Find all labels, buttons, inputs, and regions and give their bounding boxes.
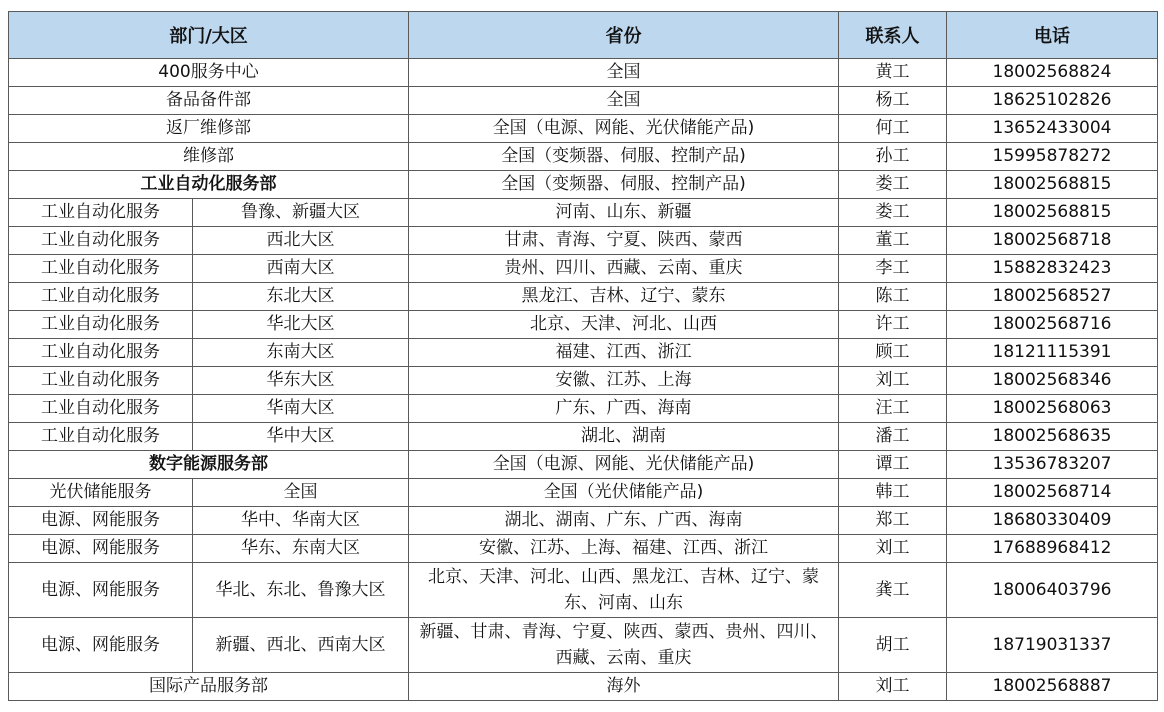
region-cell: 华南大区 (193, 395, 409, 423)
dept-cell: 400服务中心 (9, 59, 409, 87)
province-cell: 黑龙江、吉林、辽宁、蒙东 (409, 283, 839, 311)
province-cell: 海外 (409, 673, 839, 701)
phone-cell: 18002568063 (947, 395, 1158, 423)
contact-cell: 谭工 (839, 451, 947, 479)
province-cell: 广东、广西、海南 (409, 395, 839, 423)
service-cell: 电源、网能服务 (9, 535, 193, 563)
service-cell: 电源、网能服务 (9, 618, 193, 673)
province-cell: 北京、天津、河北、山西、黑龙江、吉林、辽宁、蒙东、河南、山东 (409, 563, 839, 618)
province-cell: 全国（变频器、伺服、控制产品) (409, 171, 839, 199)
contact-cell: 董工 (839, 227, 947, 255)
service-cell: 工业自动化服务 (9, 367, 193, 395)
dept-cell: 工业自动化服务部 (9, 171, 409, 199)
table-row (9, 395, 1158, 423)
phone-cell: 13536783207 (947, 451, 1158, 479)
header-dept: 部门/大区 (9, 12, 409, 59)
region-cell: 华中、华南大区 (193, 507, 409, 535)
phone-cell: 15882832423 (947, 255, 1158, 283)
service-cell: 工业自动化服务 (9, 199, 193, 227)
phone-cell: 18680330409 (947, 507, 1158, 535)
table-row (9, 311, 1158, 339)
table-row (9, 423, 1158, 451)
contact-cell: 娄工 (839, 199, 947, 227)
province-cell: 全国（电源、网能、光伏储能产品) (409, 115, 839, 143)
phone-cell: 18719031337 (947, 618, 1158, 673)
province-cell: 湖北、湖南 (409, 423, 839, 451)
service-cell: 工业自动化服务 (9, 227, 193, 255)
province-cell: 北京、天津、河北、山西 (409, 311, 839, 339)
phone-cell: 18625102826 (947, 87, 1158, 115)
service-cell: 工业自动化服务 (9, 395, 193, 423)
phone-cell: 18002568716 (947, 311, 1158, 339)
province-cell: 贵州、四川、西藏、云南、重庆 (409, 255, 839, 283)
region-cell: 西北大区 (193, 227, 409, 255)
contact-cell: 韩工 (839, 479, 947, 507)
dept-cell: 维修部 (9, 143, 409, 171)
province-cell: 全国（光伏储能产品) (409, 479, 839, 507)
region-cell: 华东、东南大区 (193, 535, 409, 563)
contact-cell: 郑工 (839, 507, 947, 535)
phone-cell: 18002568346 (947, 367, 1158, 395)
phone-cell: 18002568815 (947, 199, 1158, 227)
dept-cell: 备品备件部 (9, 87, 409, 115)
contact-cell: 娄工 (839, 171, 947, 199)
service-cell: 电源、网能服务 (9, 507, 193, 535)
province-cell: 湖北、湖南、广东、广西、海南 (409, 507, 839, 535)
table-row (9, 339, 1158, 367)
dept-cell: 返厂维修部 (9, 115, 409, 143)
contact-cell: 刘工 (839, 673, 947, 701)
province-cell: 全国 (409, 59, 839, 87)
contact-cell: 刘工 (839, 535, 947, 563)
contact-cell: 孙工 (839, 143, 947, 171)
table-header-row (9, 12, 1158, 59)
region-cell: 华东大区 (193, 367, 409, 395)
region-cell: 华北、东北、鲁豫大区 (193, 563, 409, 618)
phone-cell: 18002568887 (947, 673, 1158, 701)
table-row (9, 59, 1158, 87)
contact-cell: 龚工 (839, 563, 947, 618)
table-row (9, 87, 1158, 115)
service-cell: 工业自动化服务 (9, 339, 193, 367)
contact-cell: 黄工 (839, 59, 947, 87)
region-cell: 鲁豫、新疆大区 (193, 199, 409, 227)
phone-cell: 17688968412 (947, 535, 1158, 563)
contact-cell: 顾工 (839, 339, 947, 367)
contact-cell: 杨工 (839, 87, 947, 115)
table-row (9, 255, 1158, 283)
province-cell: 全国（变频器、伺服、控制产品) (409, 143, 839, 171)
service-contact-table (8, 11, 1158, 701)
table-row (9, 479, 1158, 507)
phone-cell: 18002568527 (947, 283, 1158, 311)
phone-cell: 18121115391 (947, 339, 1158, 367)
table-row (9, 563, 1158, 618)
province-cell: 福建、江西、浙江 (409, 339, 839, 367)
province-cell: 全国（电源、网能、光伏储能产品) (409, 451, 839, 479)
table-row (9, 507, 1158, 535)
province-cell: 甘肃、青海、宁夏、陕西、蒙西 (409, 227, 839, 255)
phone-cell: 18002568714 (947, 479, 1158, 507)
province-cell: 新疆、甘肃、青海、宁夏、陕西、蒙西、贵州、四川、西藏、云南、重庆 (409, 618, 839, 673)
table-row (9, 673, 1158, 701)
province-cell: 全国 (409, 87, 839, 115)
phone-cell: 18002568718 (947, 227, 1158, 255)
province-cell: 河南、山东、新疆 (409, 199, 839, 227)
region-cell: 西南大区 (193, 255, 409, 283)
contact-cell: 潘工 (839, 423, 947, 451)
table-row-section (9, 171, 1158, 199)
phone-cell: 18002568635 (947, 423, 1158, 451)
region-cell: 新疆、西北、西南大区 (193, 618, 409, 673)
table-row (9, 283, 1158, 311)
table-row (9, 367, 1158, 395)
region-cell: 全国 (193, 479, 409, 507)
table-row (9, 227, 1158, 255)
table-row (9, 115, 1158, 143)
phone-cell: 18002568815 (947, 171, 1158, 199)
table-row (9, 535, 1158, 563)
table-row-section (9, 451, 1158, 479)
region-cell: 华中大区 (193, 423, 409, 451)
contact-cell: 胡工 (839, 618, 947, 673)
contact-cell: 刘工 (839, 367, 947, 395)
contact-cell: 李工 (839, 255, 947, 283)
phone-cell: 15995878272 (947, 143, 1158, 171)
header-province: 省份 (409, 12, 839, 59)
phone-cell: 18006403796 (947, 563, 1158, 618)
service-cell: 电源、网能服务 (9, 563, 193, 618)
phone-cell: 18002568824 (947, 59, 1158, 87)
service-cell: 工业自动化服务 (9, 255, 193, 283)
region-cell: 华北大区 (193, 311, 409, 339)
service-cell: 工业自动化服务 (9, 283, 193, 311)
service-cell: 工业自动化服务 (9, 311, 193, 339)
region-cell: 东南大区 (193, 339, 409, 367)
header-phone: 电话 (947, 12, 1158, 59)
table-row (9, 143, 1158, 171)
table-row (9, 618, 1158, 673)
dept-cell: 数字能源服务部 (9, 451, 409, 479)
table-row (9, 199, 1158, 227)
contact-cell: 汪工 (839, 395, 947, 423)
region-cell: 东北大区 (193, 283, 409, 311)
service-cell: 光伏储能服务 (9, 479, 193, 507)
contact-cell: 陈工 (839, 283, 947, 311)
dept-cell: 国际产品服务部 (9, 673, 409, 701)
province-cell: 安徽、江苏、上海、福建、江西、浙江 (409, 535, 839, 563)
contact-cell: 何工 (839, 115, 947, 143)
service-cell: 工业自动化服务 (9, 423, 193, 451)
header-contact: 联系人 (839, 12, 947, 59)
province-cell: 安徽、江苏、上海 (409, 367, 839, 395)
contact-cell: 许工 (839, 311, 947, 339)
phone-cell: 13652433004 (947, 115, 1158, 143)
